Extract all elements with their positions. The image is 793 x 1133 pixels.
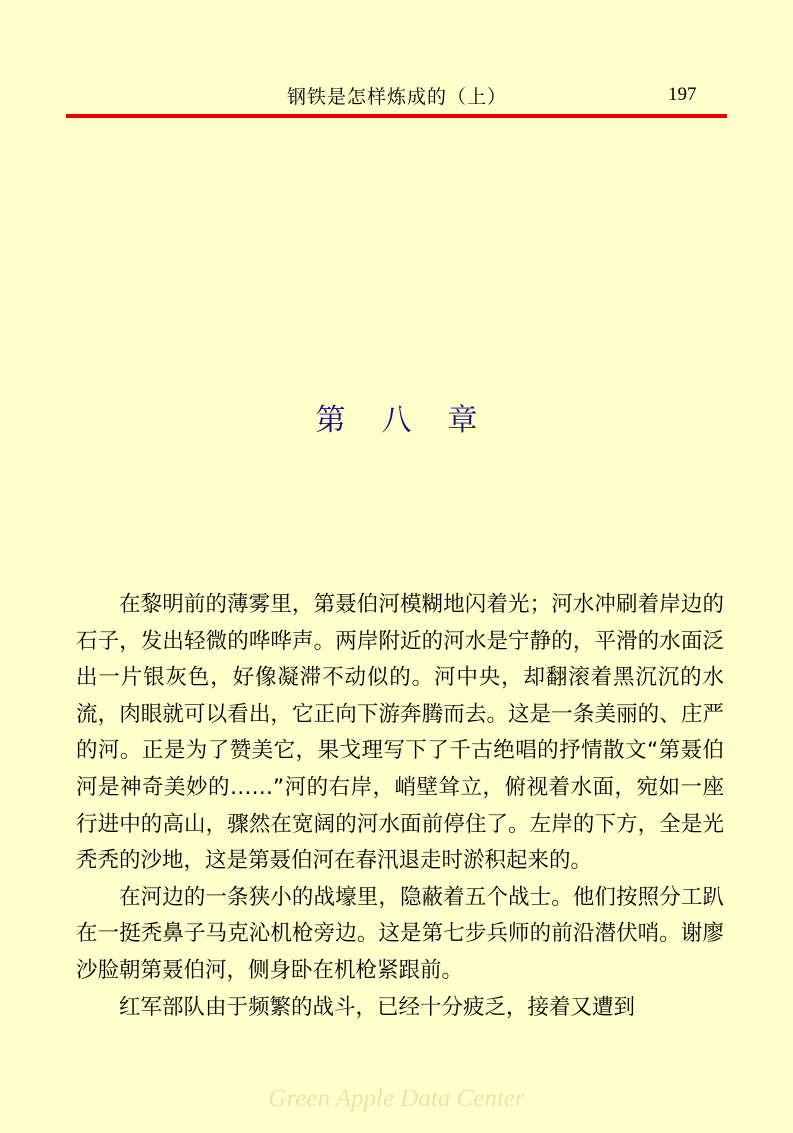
chapter-title: 第八章 — [315, 403, 514, 438]
paragraph-1: 在黎明前的薄雾里，第聂伯河模糊地闪着光；河水冲刷着岸边的石子，发出轻微的哗哗声。两岸附近的河水是宁静的，平滑的水面泛出一片银灰色，好像凝滞不动似的。河中央，却翻滚着黑沉沉的水流，肉眼就可以看出，它正向下游奔腾而去。这是一条美丽的、庄严的河。正是为了赞美它，果戈理写下了千古绝唱的抒情散文“第聂伯河是神奇美妙的……”河的右岸，峭壁耸立，俯视着水面，宛如一座行进中的高山，骤然在宽阔的河水面前停住了。左岸的下方，全是光秃秃的沙地，这是第聂伯河在春汛退走时淤积起来的。 — [76, 592, 724, 874]
paragraph-2: 在河边的一条狭小的战壕里，隐蔽着五个战士。他们按照分工趴在一挺秃鼻子马克沁机枪旁边。这是第七步兵师的前沿潜伏哨。谢廖沙脸朝第聂伯河，侧身卧在机枪紧跟前。 — [76, 884, 724, 983]
paragraph-3: 红军部队由于频繁的战斗，已经十分疲乏，接着又遭到 — [119, 994, 636, 1020]
page-number: 197 — [668, 84, 697, 105]
header-divider — [66, 114, 727, 118]
watermark-text: Green Apple Data Center — [268, 1085, 525, 1112]
body-text — [76, 587, 724, 1026]
running-header-title: 钢铁是怎样炼成的（上） — [287, 86, 508, 108]
